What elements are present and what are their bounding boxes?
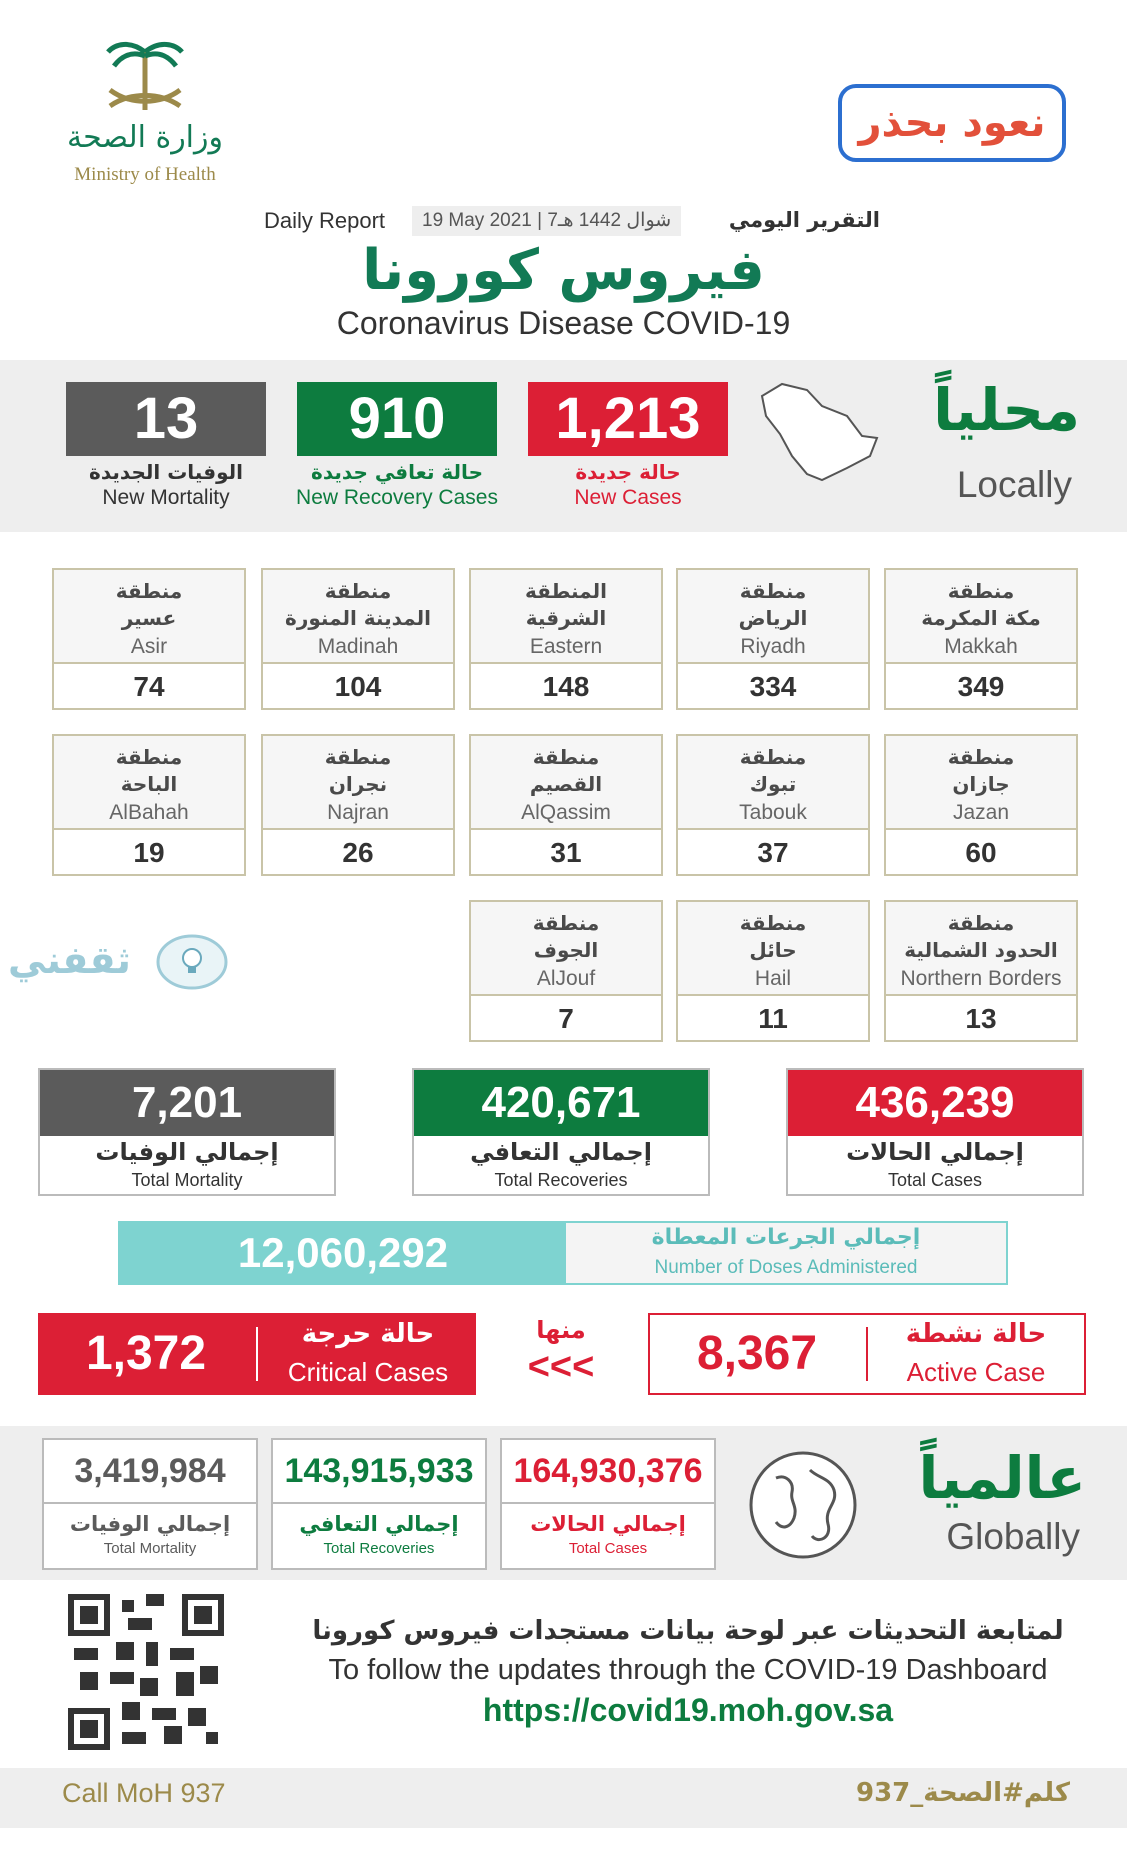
palm-icon — [90, 40, 200, 120]
active-ar: حالة نشطة — [905, 1319, 1047, 1349]
global-cases-card — [500, 1438, 716, 1570]
call-moh-ar: كلم#الصحة_937 — [856, 1778, 1070, 1808]
region-header — [471, 736, 661, 830]
region-label-ar1: منطقة — [739, 579, 807, 603]
region-name-ar: الشرقية — [525, 606, 607, 630]
doses-en: Number of Doses Administered — [654, 1257, 918, 1278]
critical-en: Critical Cases — [287, 1357, 449, 1387]
report-line — [260, 206, 880, 240]
region-value: 148 — [542, 671, 590, 702]
region-label-ar1: منطقة — [947, 911, 1015, 935]
new-cases-en: New Cases — [574, 486, 682, 509]
region-value: 11 — [758, 1003, 788, 1034]
region-header — [471, 902, 661, 996]
region-value: 60 — [965, 837, 997, 868]
region-name-ar: نجران — [328, 772, 388, 796]
region-name-ar: القصيم — [529, 772, 603, 796]
global-mortality-card — [42, 1438, 258, 1570]
region-header — [678, 570, 868, 664]
qr-code[interactable] — [68, 1594, 224, 1750]
region-value: 7 — [558, 1003, 574, 1034]
ministry-name-ar: وزارة الصحة — [67, 120, 223, 155]
total-recoveries-en: Total Recoveries — [494, 1170, 628, 1190]
region-header — [263, 570, 453, 664]
region-name-en: Northern Borders — [900, 967, 1062, 990]
ministry-name-en: Ministry of Health — [74, 164, 216, 185]
total-mortality-ar: إجمالي الوفيات — [95, 1138, 279, 1166]
report-label-en: Daily Report — [264, 208, 386, 233]
region-card-eastern — [469, 568, 663, 710]
total-cases-en: Total Cases — [887, 1170, 983, 1190]
new-cases-ar: حالة جديدة — [575, 460, 681, 484]
critical-ar: حالة حرجة — [301, 1319, 435, 1349]
region-name-ar: الحدود الشمالية — [904, 938, 1058, 962]
global-mortality-en: Total Mortality — [103, 1540, 197, 1557]
region-header — [54, 570, 244, 664]
region-value: 349 — [957, 671, 1005, 702]
of-them-ar: منها — [536, 1316, 586, 1344]
region-value: 104 — [334, 671, 382, 702]
region-name-en: Hail — [754, 967, 792, 990]
global-cases-en: Total Cases — [568, 1540, 648, 1557]
total-recoveries-card — [412, 1068, 710, 1196]
region-name-ar: مكة المكرمة — [921, 606, 1041, 630]
region-header — [678, 736, 868, 830]
region-name-en: Najran — [327, 801, 389, 824]
region-header — [886, 570, 1076, 664]
region-card-albahah — [52, 734, 246, 876]
region-label-ar1: منطقة — [947, 745, 1015, 769]
total-cases-card — [786, 1068, 1084, 1196]
region-value: 31 — [550, 837, 582, 868]
total-recoveries-value: 420,671 — [414, 1070, 708, 1136]
global-mortality-value: 3,419,984 — [74, 1452, 226, 1490]
region-value: 26 — [342, 837, 374, 868]
globe-icon — [746, 1448, 860, 1562]
total-cases-ar: إجمالي الحالات — [846, 1138, 1024, 1166]
follow-text-ar: لمتابعة التحديثات عبر لوحة بيانات مستجدات فيروس كورونا — [312, 1616, 1064, 1646]
total-mortality-card — [38, 1068, 336, 1196]
region-card-madinah — [261, 568, 455, 710]
total-mortality-en: Total Mortality — [131, 1170, 243, 1190]
region-card-asir — [52, 568, 246, 710]
region-header — [678, 902, 868, 996]
region-name-en: Asir — [130, 635, 168, 658]
total-recoveries-ar: إجمالي التعافي — [470, 1138, 652, 1166]
new-recovery-en: New Recovery Cases — [296, 486, 498, 509]
region-value: 334 — [749, 671, 797, 702]
of-them-arrows: <<< — [527, 1346, 595, 1388]
region-name-ar: تبوك — [749, 772, 797, 796]
global-recoveries-en: Total Recoveries — [323, 1540, 435, 1557]
region-name-ar: الجوف — [533, 938, 599, 962]
lightbulb-icon — [154, 932, 230, 992]
region-header — [471, 570, 661, 664]
global-recoveries-value: 143,915,933 — [284, 1452, 474, 1490]
region-value: 37 — [757, 837, 789, 868]
global-recoveries-card — [271, 1438, 487, 1570]
region-name-ar: عسير — [121, 606, 177, 630]
doses-value: 12,060,292 — [120, 1223, 566, 1283]
region-name-en: AlBahah — [109, 801, 189, 824]
global-cases-value: 164,930,376 — [513, 1452, 703, 1490]
critical-card — [38, 1313, 476, 1395]
page-title-ar: فيروس كورونا — [362, 238, 765, 303]
doses-bar — [118, 1221, 1008, 1285]
campaign-logo — [838, 84, 1066, 162]
qr-code-icon — [68, 1594, 224, 1750]
global-mortality-ar: إجمالي الوفيات — [44, 1502, 256, 1538]
locally-heading-en: Locally — [956, 464, 1072, 505]
region-name-en: Makkah — [944, 635, 1018, 658]
region-label-ar1: المنطقة — [525, 579, 607, 603]
total-mortality-value: 7,201 — [40, 1070, 334, 1136]
region-card-northern-borders — [884, 900, 1078, 1042]
region-header — [886, 902, 1076, 996]
region-name-ar: الباحة — [120, 772, 178, 796]
region-label-ar1: منطقة — [739, 911, 807, 935]
total-cases-value: 436,239 — [788, 1070, 1082, 1136]
region-card-aljouf — [469, 900, 663, 1042]
region-name-en: AlQassim — [521, 801, 611, 824]
region-name-en: Jazan — [952, 801, 1010, 824]
watermark-text: ثقفني — [8, 938, 131, 982]
region-card-jazan — [884, 734, 1078, 876]
region-label-ar1: منطقة — [532, 745, 600, 769]
critical-divider — [256, 1327, 258, 1381]
region-header — [263, 736, 453, 830]
region-header — [54, 736, 244, 830]
region-card-makkah — [884, 568, 1078, 710]
saudi-map-icon — [752, 376, 882, 486]
region-card-alqassim — [469, 734, 663, 876]
call-moh-en: Call MoH 937 — [62, 1778, 226, 1808]
region-name-en: Tabouk — [739, 801, 807, 824]
globally-heading-en: Globally — [946, 1516, 1080, 1557]
region-label-ar1: منطقة — [115, 745, 183, 769]
region-label-ar1: منطقة — [947, 579, 1015, 603]
region-label-ar1: منطقة — [739, 745, 807, 769]
region-label-ar1: منطقة — [532, 911, 600, 935]
new-recovery-ar: حالة تعافي جديدة — [311, 460, 483, 484]
region-card-hail — [676, 900, 870, 1042]
locally-heading-ar: محلياً — [933, 376, 1080, 444]
follow-text-en: To follow the updates through the COVID-19 Dashboard — [328, 1654, 1048, 1686]
region-value: 19 — [133, 837, 165, 868]
region-label-ar1: منطقة — [324, 579, 392, 603]
region-name-ar: المدينة المنورة — [285, 606, 431, 630]
region-value: 13 — [965, 1003, 997, 1034]
region-name-ar: حائل — [749, 938, 797, 962]
moh-logo — [50, 40, 240, 200]
region-value: 74 — [133, 671, 165, 702]
doses-ar: إجمالي الجرعات المعطاة — [651, 1225, 921, 1250]
global-cases-ar: إجمالي الحالات — [502, 1502, 714, 1538]
global-recoveries-ar: إجمالي التعافي — [273, 1502, 485, 1538]
region-label-ar1: منطقة — [324, 745, 392, 769]
critical-value: 1,372 — [85, 1327, 207, 1380]
region-header — [886, 736, 1076, 830]
watermark — [8, 932, 228, 998]
region-card-riyadh — [676, 568, 870, 710]
globally-heading-ar: عالمياً — [918, 1444, 1086, 1512]
region-name-en: Madinah — [317, 635, 399, 658]
report-date: 19 May 2021 | 7شوال 1442 هـ — [412, 206, 681, 236]
new-recovery-value: 910 — [297, 382, 497, 456]
region-label-ar1: منطقة — [115, 579, 183, 603]
region-name-en: Eastern — [529, 635, 603, 658]
new-mortality-en: New Mortality — [102, 486, 230, 509]
report-label-ar: التقرير اليومي — [728, 208, 880, 232]
region-name-en: AlJouf — [536, 967, 596, 990]
new-mortality-value: 13 — [66, 382, 266, 456]
active-en: Active Case — [906, 1357, 1046, 1387]
new-cases-value: 1,213 — [528, 382, 728, 456]
active-value: 8,367 — [696, 1327, 818, 1380]
dashboard-link[interactable]: https://covid19.moh.gov.sa — [482, 1692, 894, 1728]
region-card-tabouk — [676, 734, 870, 876]
new-mortality-ar: الوفيات الجديدة — [89, 460, 243, 484]
region-name-en: Riyadh — [740, 635, 806, 658]
page-title-en: Coronavirus Disease COVID-19 — [336, 305, 791, 341]
active-card — [648, 1313, 1086, 1395]
campaign-text: نعود بحذر — [858, 100, 1046, 146]
region-name-ar: جازان — [952, 772, 1010, 796]
region-card-najran — [261, 734, 455, 876]
region-name-ar: الرياض — [738, 606, 808, 630]
